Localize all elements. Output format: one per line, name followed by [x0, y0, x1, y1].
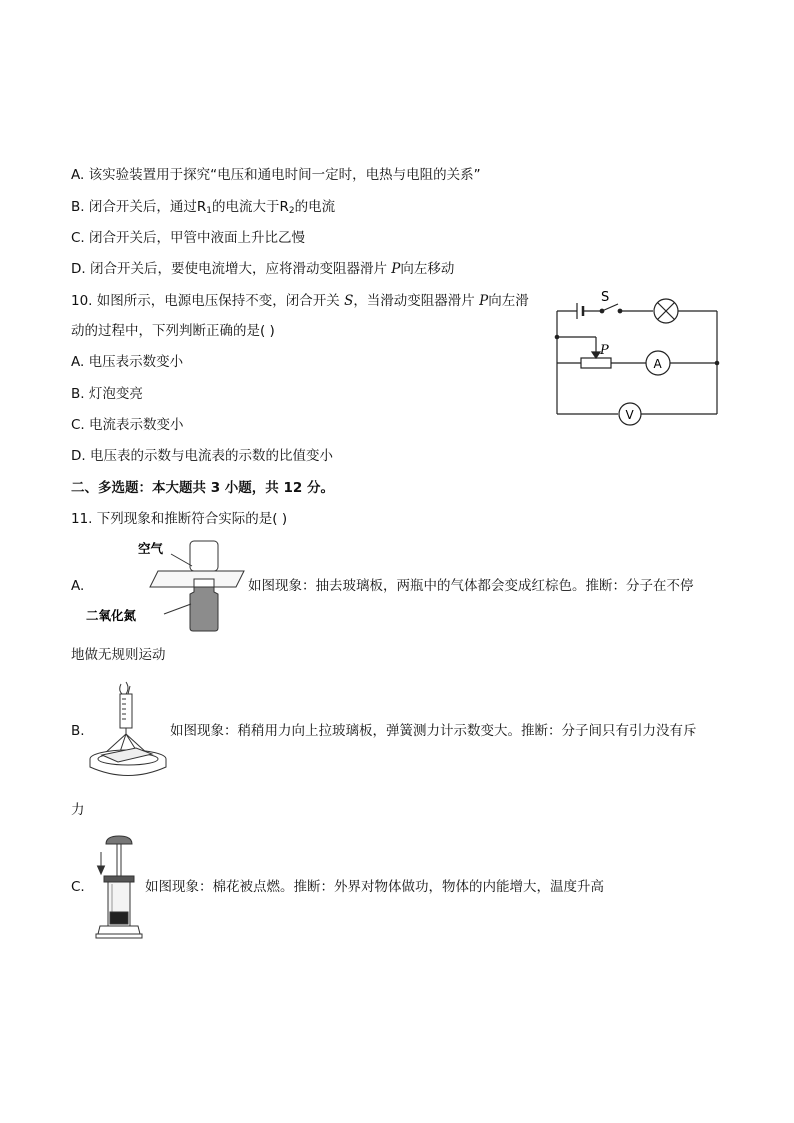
q11-c-air-compression-figure: [92, 834, 146, 940]
junction-right: [715, 361, 720, 366]
q11-option-c-letter: C.: [71, 879, 85, 895]
cylinder-cap: [104, 876, 134, 882]
q10-stem-part1: 10. 如图所示，电源电压保持不变，闭合开关: [71, 293, 345, 309]
q11-b-spring-scale-figure: [88, 682, 170, 780]
slider-label: P: [600, 343, 609, 358]
q11-option-b-text-cont: 力: [71, 802, 85, 818]
base-bottom: [96, 934, 142, 938]
plunger-rod: [117, 844, 121, 876]
q11-option-b-letter: B.: [71, 723, 85, 739]
q9-option-d-part1: D. 闭合开关后，要使电流增大，应将滑动变阻器滑片: [71, 261, 392, 277]
q10-stem-part3: 向左滑: [488, 293, 529, 309]
down-arrow-head: [98, 866, 105, 874]
q9-option-b-sub1: 1: [206, 206, 212, 216]
section2-heading-part3: 分。: [302, 480, 335, 496]
q9-option-b-part2: 的电流大于R: [211, 199, 289, 215]
q9-option-b-part3: 的电流: [294, 199, 336, 215]
section2-heading-part1: 二、多选题：本大题共: [71, 480, 211, 496]
hand-hook: [120, 682, 130, 694]
q10-stem-line1: [71, 292, 529, 310]
rheostat-body: [581, 358, 611, 368]
q9-option-b-sub2: 2: [288, 206, 295, 216]
q10-option-d: D. 电压表的示数与电流表的示数的比值变小: [71, 448, 333, 464]
section2-points: 12: [283, 480, 303, 496]
section2-heading: [71, 479, 334, 497]
section2-heading-part2: 小题，共: [220, 480, 284, 496]
q11-option-c-text: 如图现象：棉花被点燃。推断：外界对物体做功，物体的内能增大，温度升高: [145, 879, 604, 895]
base-top: [98, 926, 140, 934]
q9-option-d-part2: 向左移动: [400, 261, 455, 277]
q11-stem: 11. 下列现象和推断符合实际的是( ): [71, 511, 288, 527]
leader-line-no2: [164, 604, 191, 614]
q9-option-b: [71, 198, 335, 220]
q10-option-b: B. 灯泡变亮: [71, 386, 143, 402]
q10-stem-p: P: [479, 293, 489, 309]
label-air: 空气: [138, 541, 164, 556]
bottle-joint: [194, 579, 214, 587]
q10-stem-part2: ，当滑动变阻器滑片: [353, 293, 480, 309]
q11-option-a-text: 如图现象：抽去玻璃板，两瓶中的气体都会变成红棕色。推断：分子在不停: [248, 578, 694, 594]
switch-blade: [602, 304, 618, 311]
q10-option-a: A. 电压表示数变小: [71, 354, 184, 370]
q9-option-a: A. 该实验装置用于探究“电压和通电时间一定时，电热与电阻的关系”: [71, 167, 481, 183]
upper-bottle-body: [190, 541, 218, 571]
q9-option-d-p: P: [391, 261, 401, 277]
q9-option-c: C. 闭合开关后，甲管中液面上升比乙慢: [71, 230, 306, 246]
section2-count: 3: [210, 480, 221, 496]
leader-line-air: [171, 554, 192, 566]
ammeter-label: A: [653, 357, 662, 371]
q11-a-gas-diffusion-figure: [86, 536, 246, 636]
q11-option-b-text: 如图现象：稍稍用力向上拉玻璃板，弹簧测力计示数变大。推断：分子间只有引力没有斥: [170, 723, 697, 739]
switch-label: S: [601, 290, 610, 305]
q11-option-a-text-cont: 地做无规则运动: [71, 647, 166, 663]
q10-stem-line2: 动的过程中，下列判断正确的是( ): [71, 323, 275, 339]
label-no2: 二氧化氮: [86, 608, 137, 623]
plunger-knob: [106, 836, 132, 844]
voltmeter-label: V: [625, 408, 634, 422]
q9-option-b-part1: B. 闭合开关后，通过R: [71, 199, 207, 215]
slider-arrow: [592, 352, 600, 358]
q9-option-d: [71, 260, 454, 278]
junction-left: [555, 335, 560, 340]
q11-option-a-letter: A.: [71, 578, 85, 594]
lower-bottle-body: [190, 587, 218, 631]
q10-stem-s: S: [344, 293, 354, 309]
q10-option-c: C. 电流表示数变小: [71, 417, 184, 433]
q10-circuit-diagram: [550, 288, 730, 423]
cotton-wool: [110, 912, 128, 924]
